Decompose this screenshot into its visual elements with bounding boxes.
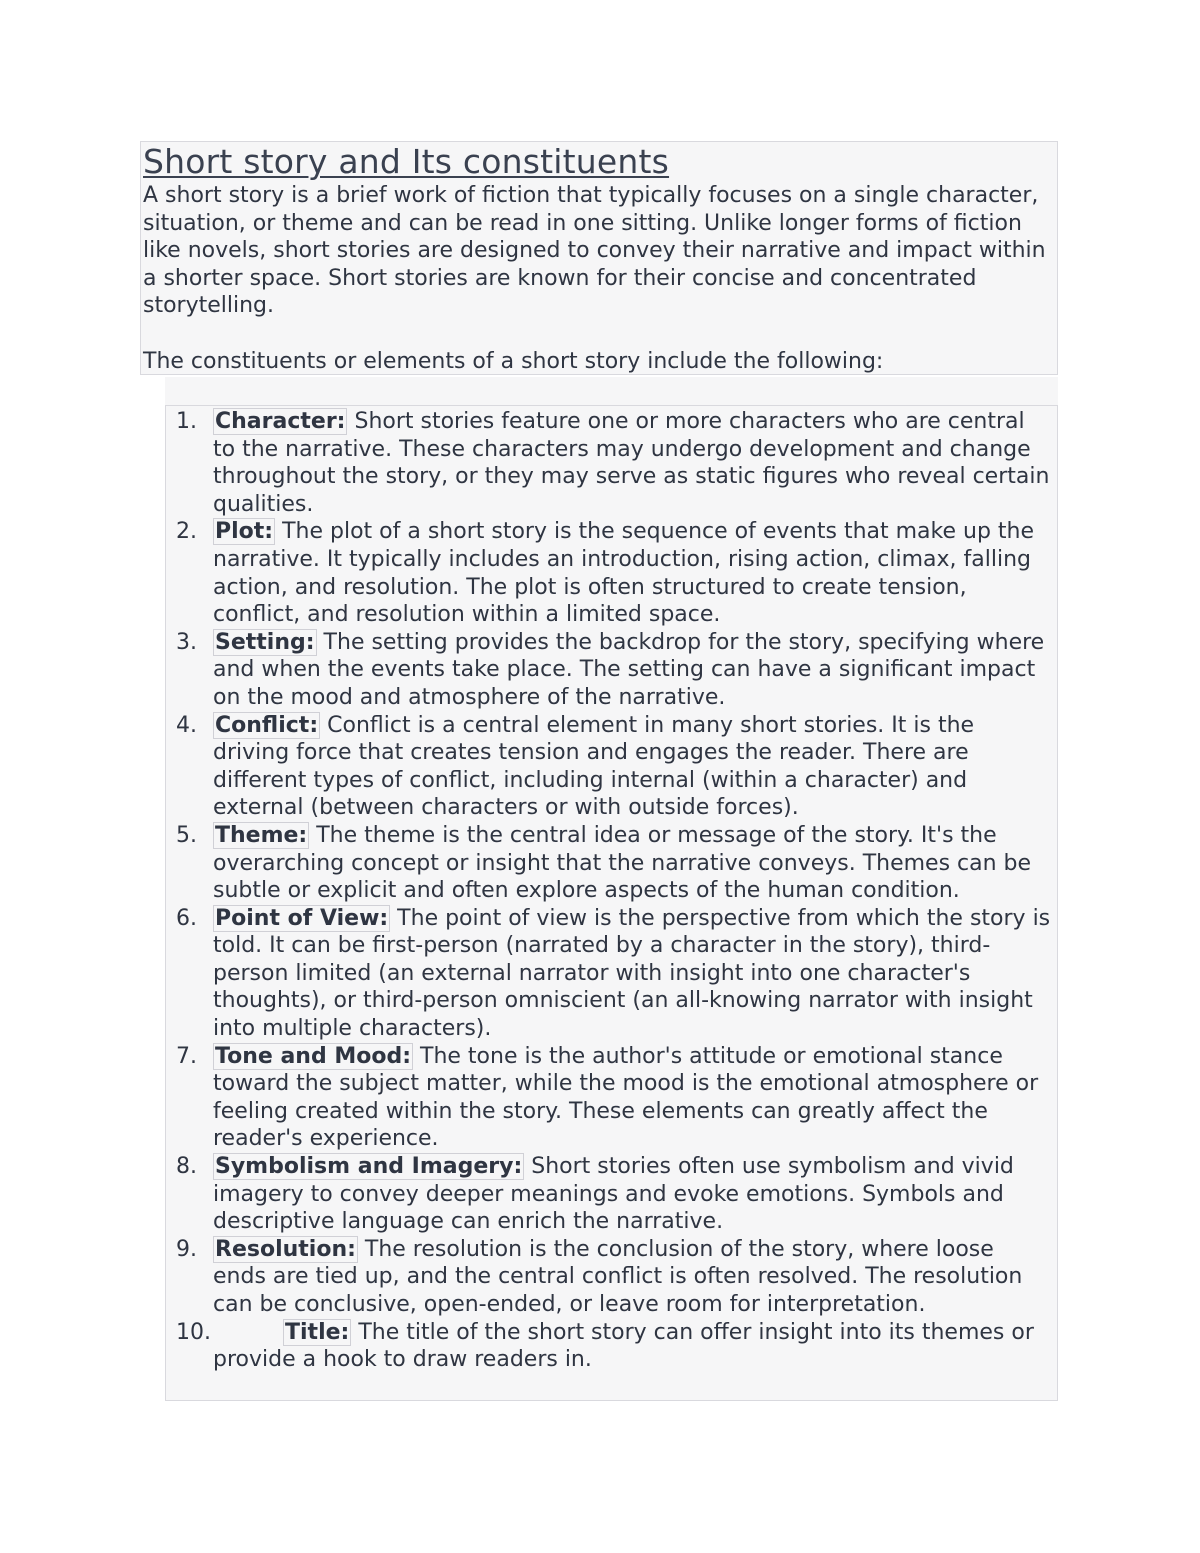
list-item-number: 8. — [176, 1154, 197, 1180]
list-item — [166, 518, 1057, 628]
list-item-term: Symbolism and Imagery: — [215, 1154, 523, 1180]
list-item — [166, 1236, 1057, 1319]
list-item-text: Short stories feature one or more characters who are central to the narrative. These characters may undergo development and change throughout the story, or they may serve as static figures who reveal certain qualities. — [213, 409, 1050, 517]
list-item-number: 1. — [176, 409, 197, 434]
list-item-number: 2. — [176, 519, 197, 545]
list-item — [166, 822, 1057, 905]
list-item-number: 3. — [176, 629, 197, 655]
list-item — [166, 1319, 1057, 1374]
list-item-term: Tone and Mood: — [215, 1043, 412, 1069]
list-item-text: The tone is the author's attitude or emotional stance toward the subject matter, while the mood is the emotional atmosphere or feeling created within the story. These elements can greatly affect the reader's experience. — [213, 1043, 1039, 1152]
list-item-term: Resolution: — [215, 1236, 356, 1262]
list-item-text: Short stories often use symbolism and vivid imagery to convey deeper meanings and evoke emotions. Symbols and descriptive language can enrich the narrative. — [213, 1154, 1014, 1235]
list-item-text: The plot of a short story is the sequence of events that make up the narrative. It typically includes an introduction, rising action, climax, falling action, and resolution. The plot is often structured to create tension, conflict, and resolution within a limited space. — [213, 519, 1035, 628]
list-lead-sentence: The constituents or elements of a short story include the following: — [143, 348, 884, 374]
section-gap — [165, 377, 1058, 405]
list-item-term: Point of View: — [215, 905, 389, 931]
list-item-text: The setting provides the backdrop for the story, specifying where and when the events take place. The setting can have a significant impact on the mood and atmosphere of the narrative. — [213, 629, 1045, 710]
intro-section — [140, 141, 1058, 375]
elements-list-section — [165, 405, 1058, 1401]
list-item — [166, 905, 1057, 1043]
list-item-number: 10. — [176, 1319, 211, 1345]
list-item-text: The resolution is the conclusion of the story, where loose ends are tied up, and the central conflict is often resolved. The resolution can be conclusive, open-ended, or leave room for interpretation. — [213, 1236, 1023, 1317]
list-item-number: 7. — [176, 1043, 197, 1069]
list-item — [166, 408, 1057, 518]
list-item-term: Plot: — [215, 519, 274, 545]
list-item-number: 5. — [176, 822, 197, 848]
list-item-text: The point of view is the perspective from which the story is told. It can be first-person (narrated by a character in the story), third-person limited (an external narrator with insight into one character's thoughts), or third-person omniscient (an all-knowing narrator with insight into multiple characters). — [213, 905, 1051, 1042]
elements-list — [166, 408, 1057, 1374]
list-item — [166, 629, 1057, 712]
list-item-number: 6. — [176, 905, 197, 931]
list-item — [166, 1153, 1057, 1236]
list-item-term: Character: — [215, 409, 346, 434]
list-item-text: Conflict is a central element in many short stories. It is the driving force that creates tension and engages the reader. There are different types of conflict, including internal (within a character) and external (between characters or with outside forces). — [213, 712, 975, 821]
list-item-number: 9. — [176, 1236, 197, 1262]
list-item-term: Conflict: — [215, 712, 319, 738]
list-item-text: The title of the short story can offer insight into its themes or provide a hook to draw readers in. — [213, 1319, 1034, 1373]
list-item-number: 4. — [176, 712, 197, 738]
list-item-term: Theme: — [215, 822, 308, 848]
list-item-text: The theme is the central idea or message of the story. It's the overarching concept or insight that the narrative conveys. Themes can be subtle or explicit and often explore aspects of the human condition. — [213, 822, 1032, 904]
list-item-term: Title: — [285, 1319, 350, 1345]
page-title: Short story and Its constituents — [143, 142, 670, 181]
list-item-term: Setting: — [215, 629, 315, 655]
list-item — [166, 712, 1057, 822]
intro-paragraph: A short story is a brief work of fiction that typically focuses on a single character, situation, or theme and can be read in one sitting. Unlike longer forms of fiction like novels, short stories are designed to convey their narrative and impact within a shorter space. Short stories are known for their concise and concentrated storytelling. — [143, 183, 1046, 319]
list-item — [166, 1043, 1057, 1153]
